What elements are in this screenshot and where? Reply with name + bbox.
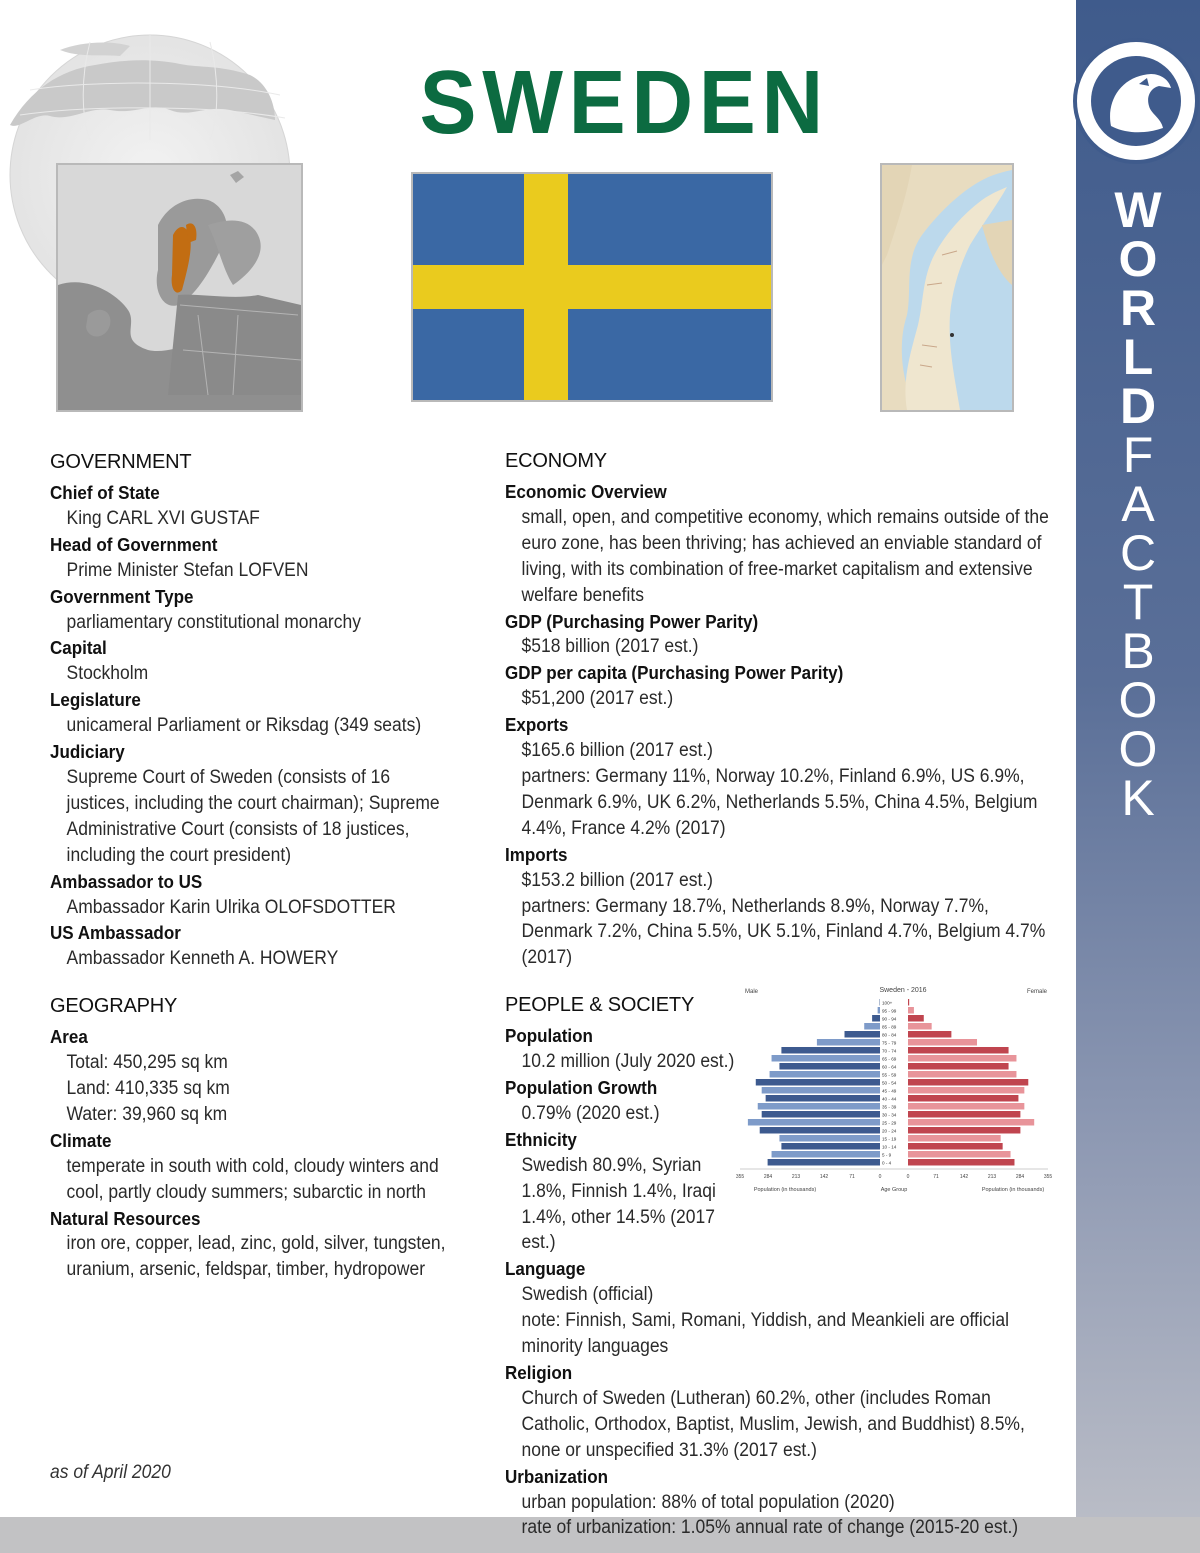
- pyramid-bar-male: [760, 1127, 880, 1134]
- field-value: note: Finnish, Sami, Romani, Yiddish, and Meankieli are official minority languages: [521, 1310, 1009, 1358]
- pyramid-bar-male: [758, 1103, 880, 1110]
- chart-x-label-left: Population (in thousands): [753, 1187, 817, 1193]
- pyramid-bar-female: [908, 1007, 914, 1014]
- field-value: King CARL XVI GUSTAF: [66, 507, 260, 529]
- pyramid-bar-female: [908, 999, 909, 1006]
- field-label: Economic Overview: [505, 481, 667, 502]
- field-value: Prime Minister Stefan LOFVEN: [66, 559, 309, 581]
- field-value: $165.6 billion (2017 est.): [521, 740, 714, 762]
- country-map: [880, 163, 1014, 412]
- field-value: urban population: 88% of total population (2020): [521, 1491, 895, 1513]
- field-value: Water: 39,960 sq km: [66, 1103, 228, 1125]
- field-value: parliamentary constitutional monarchy: [66, 611, 361, 633]
- chart-left-label: Male: [745, 989, 759, 995]
- field-value: Supreme Court of Sweden (consists of 16 justices, including the court chairman); Supreme Administrative Court (consists of 18 justices, including the court president): [66, 766, 440, 866]
- pyramid-bar-female: [908, 1063, 1009, 1070]
- age-group-label: 95 - 99: [882, 1008, 897, 1014]
- left-column: [50, 448, 450, 1303]
- pyramid-bar-male: [779, 1135, 880, 1142]
- pyramid-bar-male: [762, 1087, 880, 1094]
- field-label: US Ambassador: [50, 922, 181, 944]
- population-pyramid: [735, 985, 1053, 1197]
- field-value: 10.2 million (July 2020 est.): [521, 1051, 735, 1073]
- people-narrow-fields: [505, 1023, 737, 1256]
- field-value: Swedish 80.9%, Syrian 1.8%, Finnish 1.4%, Iraqi 1.4%, other 14.5% (2017 est.): [521, 1154, 716, 1254]
- wordmark-letter: T: [1122, 574, 1154, 630]
- age-group-label: 80 - 84: [882, 1032, 897, 1038]
- pyramid-bar-female: [908, 1071, 1016, 1078]
- age-group-label: 0 - 4: [882, 1160, 892, 1166]
- age-group-label: 10 - 14: [882, 1144, 897, 1150]
- pyramid-bar-female: [908, 1159, 1014, 1166]
- pyramid-bar-male: [748, 1119, 880, 1126]
- age-group-label: 60 - 64: [882, 1064, 897, 1070]
- x-tick-label: 284: [763, 1174, 773, 1180]
- age-group-label: 85 - 89: [882, 1024, 897, 1030]
- government-section: [50, 448, 450, 972]
- pyramid-bar-female: [908, 1151, 1011, 1158]
- pyramid-bar-female: [908, 1119, 1034, 1126]
- field-value: small, open, and competitive economy, which remains outside of the euro zone, has been thriving; has achieved an enviable standard of living, with its combination of free-market capitalism and extensive welfare benefits: [521, 506, 1049, 606]
- age-group-label: 90 - 94: [882, 1016, 897, 1022]
- x-tick-label: 0: [878, 1174, 882, 1180]
- pyramid-bar-male: [817, 1039, 880, 1046]
- chart-title: Sweden - 2016: [879, 987, 927, 994]
- section-heading: ECONOMY: [505, 450, 607, 472]
- x-tick-label: 142: [819, 1174, 829, 1180]
- x-tick-label: 71: [849, 1174, 855, 1180]
- pyramid-bar-male: [768, 1159, 880, 1166]
- field-label: Language: [505, 1258, 586, 1280]
- field-value: 0.79% (2020 est.): [521, 1102, 660, 1124]
- age-group-label: 45 - 49: [882, 1088, 897, 1094]
- section-heading: PEOPLE & SOCIETY: [505, 994, 695, 1017]
- pyramid-bar-male: [872, 1015, 880, 1022]
- government-fields: [50, 480, 450, 972]
- geography-fields: [50, 1024, 450, 1283]
- globe-decoration: [0, 30, 300, 140]
- economy-section: [505, 447, 1065, 971]
- field-label: Ambassador to US: [50, 870, 203, 892]
- field-value: Swedish (official): [521, 1284, 654, 1306]
- pyramid-bar-male: [845, 1031, 880, 1038]
- wordmark-letter: O: [1118, 721, 1158, 777]
- section-heading: GOVERNMENT: [50, 451, 192, 473]
- field-value: Land: 410,335 sq km: [66, 1078, 230, 1100]
- pyramid-bar-male: [756, 1079, 880, 1086]
- x-tick-label: 213: [791, 1174, 801, 1180]
- age-group-label: 20 - 24: [882, 1128, 897, 1134]
- age-group-label: 100+: [882, 1000, 893, 1006]
- field-label: Chief of State: [50, 482, 160, 503]
- x-tick-label: 355: [1043, 1174, 1053, 1180]
- field-label: Natural Resources: [50, 1207, 201, 1229]
- pyramid-bar-male: [766, 1095, 880, 1102]
- pyramid-bar-female: [908, 1095, 1018, 1102]
- chart-right-label: Female: [1026, 989, 1047, 995]
- pyramid-bar-male: [770, 1071, 880, 1078]
- x-tick-label: 0: [906, 1174, 910, 1180]
- age-group-label: 15 - 19: [882, 1136, 897, 1142]
- pyramid-bar-male: [772, 1151, 880, 1158]
- field-label: Government Type: [50, 585, 194, 607]
- pyramid-bar-female: [908, 1103, 1024, 1110]
- field-label: GDP per capita (Purchasing Power Parity): [505, 662, 844, 684]
- field-value: $153.2 billion (2017 est.): [521, 869, 714, 891]
- field-value: iron ore, copper, lead, zinc, gold, silver, tungsten, uranium, arsenic, feldspar, timber, hydropower: [66, 1233, 446, 1281]
- pyramid-bar-female: [908, 1143, 1003, 1150]
- pyramid-bar-female: [908, 1039, 977, 1046]
- field-value: Ambassador Kenneth A. HOWERY: [66, 948, 339, 970]
- field-label: Population Growth: [505, 1077, 658, 1099]
- field-value: rate of urbanization: 1.05% annual rate of change (2015-20 est.): [521, 1517, 1019, 1539]
- age-group-label: 30 - 34: [882, 1112, 897, 1118]
- pyramid-bar-female: [908, 1087, 1024, 1094]
- field-label: Population: [505, 1025, 593, 1047]
- cia-seal-logo: [1073, 38, 1199, 164]
- wordmark-letter: L: [1122, 329, 1154, 385]
- field-label: Capital: [50, 637, 107, 659]
- wordmark-letter: K: [1121, 770, 1155, 826]
- field-value: Ambassador Karin Ulrika OLOFSDOTTER: [66, 896, 396, 918]
- wordmark-letter: B: [1121, 623, 1155, 679]
- pyramid-bar-male: [878, 1007, 880, 1014]
- age-group-label: 40 - 44: [882, 1096, 897, 1102]
- locator-map: [56, 163, 303, 412]
- wordmark-letter: A: [1121, 476, 1155, 532]
- age-group-label: 75 - 79: [882, 1040, 897, 1046]
- pyramid-bar-male: [781, 1047, 880, 1054]
- field-value: $51,200 (2017 est.): [521, 688, 674, 710]
- x-tick-label: 142: [959, 1174, 969, 1180]
- wordmark-letter: D: [1119, 378, 1157, 434]
- field-value: temperate in south with cold, cloudy winters and cool, partly cloudy summers; subarctic in north: [66, 1155, 439, 1203]
- pyramid-bar-male: [781, 1143, 880, 1150]
- field-label: GDP (Purchasing Power Parity): [505, 610, 759, 632]
- age-group-label: 50 - 54: [882, 1080, 897, 1086]
- field-label: Climate: [50, 1129, 112, 1151]
- pyramid-bar-female: [908, 1111, 1020, 1118]
- pyramid-bar-male: [779, 1063, 880, 1070]
- x-tick-label: 71: [933, 1174, 939, 1180]
- field-label: Religion: [505, 1362, 573, 1383]
- field-label: Legislature: [50, 689, 141, 711]
- x-tick-label: 355: [735, 1174, 745, 1180]
- country-flag: [411, 172, 773, 402]
- geography-section: [50, 992, 450, 1283]
- as-of-date: as of April 2020: [50, 1462, 171, 1483]
- wordmark-letter: C: [1119, 525, 1157, 581]
- population-pyramid-chart: [735, 985, 1053, 1197]
- wordmark-letter: R: [1119, 280, 1157, 336]
- pyramid-bar-female: [908, 1015, 924, 1022]
- pyramid-bar-female: [908, 1031, 951, 1038]
- age-group-label: 25 - 29: [882, 1120, 897, 1126]
- pyramid-bar-female: [908, 1023, 932, 1030]
- field-value: Stockholm: [66, 663, 149, 685]
- field-value: partners: Germany 18.7%, Netherlands 8.9%, Norway 7.7%, Denmark 7.2%, China 5.5%, UK 5.1%, Finland 4.7%, Belgium 4.7% (2017): [521, 895, 1046, 969]
- x-tick-label: 213: [987, 1174, 997, 1180]
- people-fields: [505, 1256, 1065, 1541]
- field-value: partners: Germany 11%, Norway 10.2%, Finland 6.9%, US 6.9%, Denmark 6.9%, UK 6.2%, Netherlands 5.5%, China 4.5%, Belgium 4.4%, France 4.2% (2017): [521, 765, 1038, 839]
- field-label: Area: [50, 1026, 88, 1048]
- section-heading: GEOGRAPHY: [50, 995, 178, 1018]
- age-group-label: 5 - 9: [882, 1152, 892, 1158]
- field-value: unicameral Parliament or Riksdag (349 seats): [66, 715, 422, 737]
- field-value: Church of Sweden (Lutheran) 60.2%, other (includes Roman Catholic, Orthodox, Baptist, Muslim, Jewish, and Buddhist) 8.5%, none or unspecified 31.3% (2017 est.): [521, 1387, 1025, 1461]
- wordmark-letter: O: [1118, 672, 1158, 728]
- field-value: Total: 450,295 sq km: [66, 1052, 228, 1074]
- pyramid-bar-female: [908, 1055, 1016, 1062]
- chart-x-label-right: Population (in thousands): [981, 1187, 1045, 1193]
- pyramid-bar-female: [908, 1135, 1001, 1142]
- pyramid-bar-male: [762, 1111, 880, 1118]
- page-title: SWEDEN: [419, 53, 829, 153]
- field-label: Urbanization: [505, 1465, 609, 1487]
- field-label: Head of Government: [50, 533, 218, 555]
- age-group-label: 35 - 39: [882, 1104, 897, 1110]
- pyramid-bar-male: [772, 1055, 880, 1062]
- age-group-label: 70 - 74: [882, 1048, 897, 1054]
- world-factbook-wordmark: [1098, 182, 1178, 826]
- wordmark-letter: O: [1118, 231, 1158, 287]
- pyramid-bar-male: [864, 1023, 880, 1030]
- field-label: Imports: [505, 843, 568, 865]
- age-group-label: 55 - 59: [882, 1072, 897, 1078]
- pyramid-bar-female: [908, 1079, 1028, 1086]
- x-tick-label: 284: [1015, 1174, 1025, 1180]
- wordmark-letter: W: [1114, 182, 1162, 238]
- pyramid-bar-female: [908, 1047, 1009, 1054]
- age-group-label: 65 - 69: [882, 1056, 897, 1062]
- field-label: Exports: [505, 714, 569, 736]
- field-value: $518 billion (2017 est.): [521, 636, 699, 658]
- chart-x-label-center: Age Group: [880, 1187, 908, 1193]
- pyramid-bar-female: [908, 1127, 1020, 1134]
- field-label: Ethnicity: [505, 1128, 577, 1150]
- wordmark-letter: F: [1122, 427, 1154, 483]
- field-label: Judiciary: [50, 741, 125, 763]
- economy-fields: [505, 479, 1065, 971]
